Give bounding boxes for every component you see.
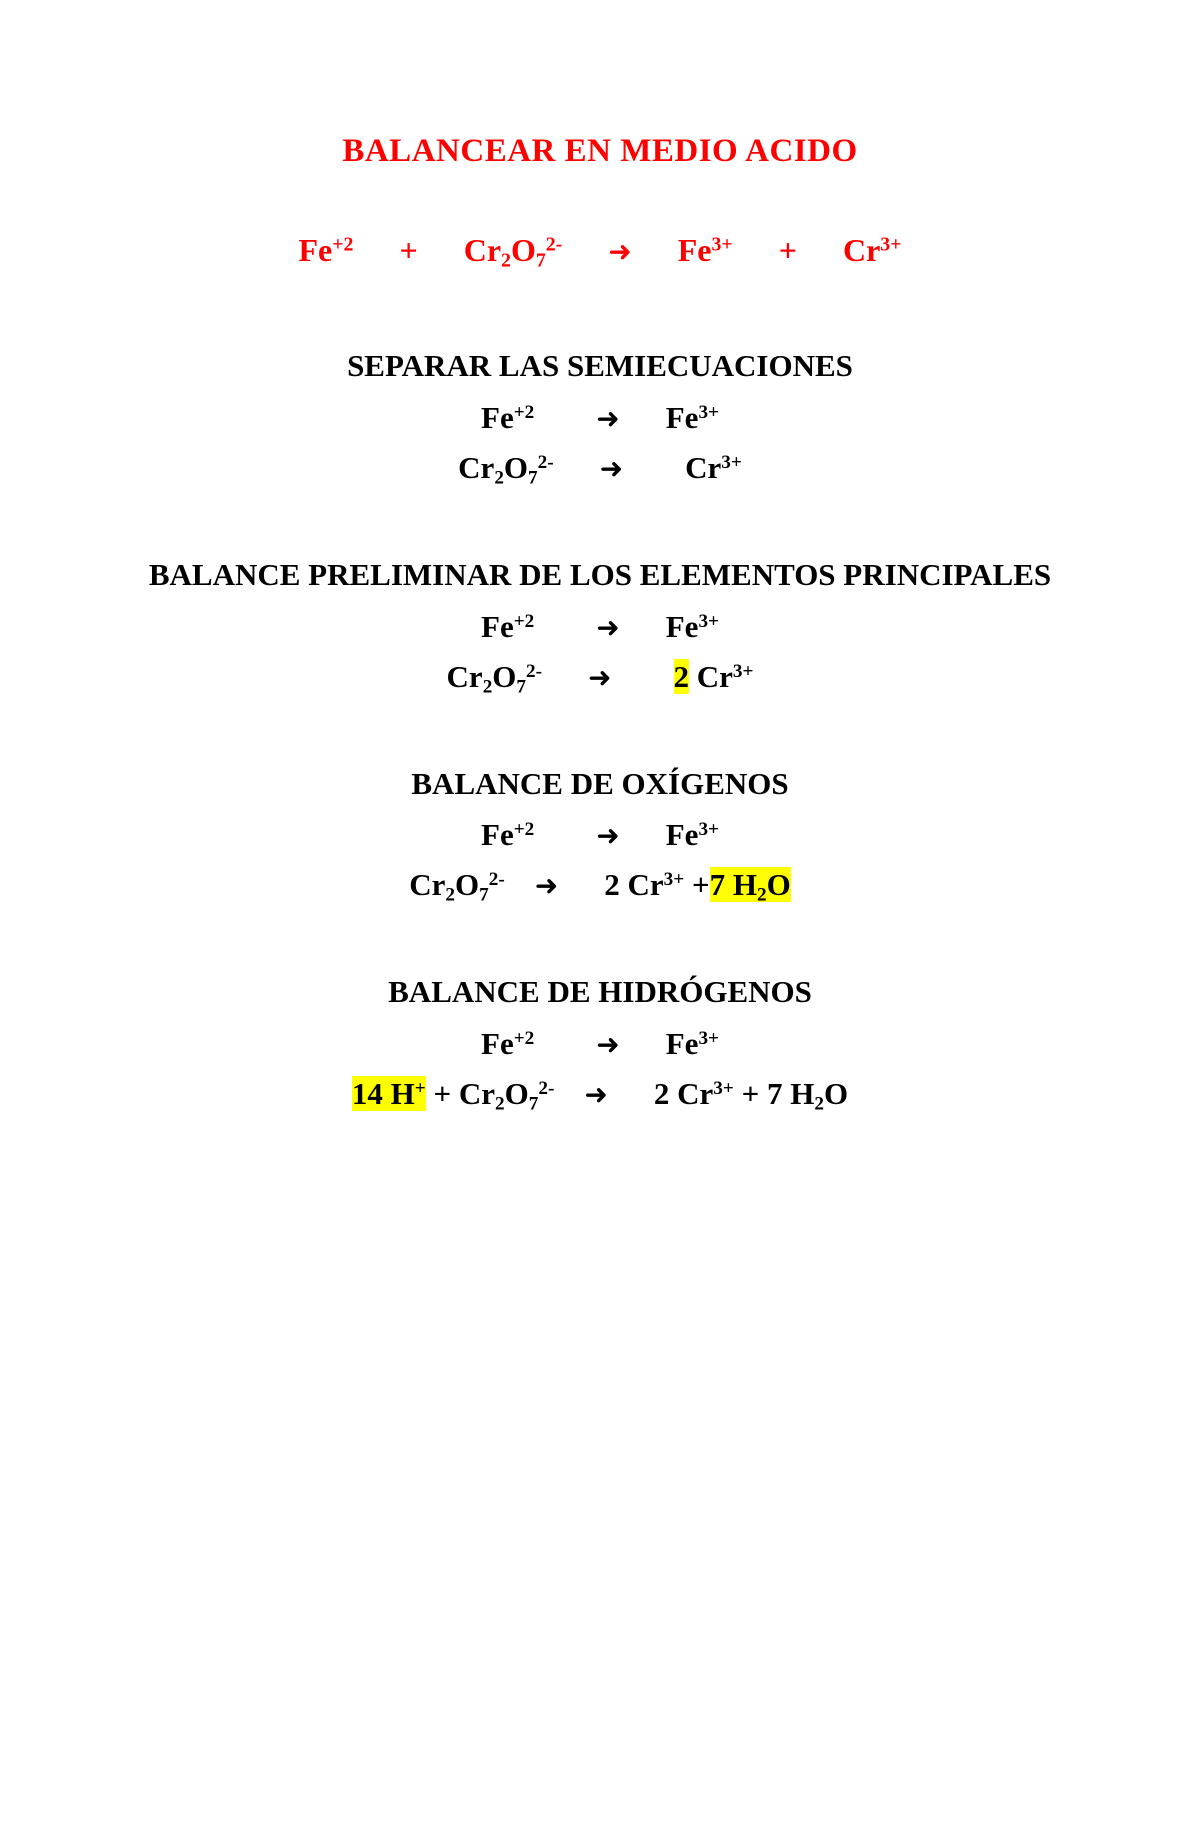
highlight-proton-term: 14 H+ xyxy=(351,1076,426,1111)
plus-sign-2: + xyxy=(741,1076,760,1111)
cr-product: $Cr^{3+}$ xyxy=(677,1076,734,1111)
spacer xyxy=(0,170,1200,232)
cr-coefficient: 2 xyxy=(604,867,620,903)
fe-reactant: $Fe^{+2}$ xyxy=(481,399,535,435)
dichromate-reactant: $Cr_2O_7^{2-}$ xyxy=(409,867,505,906)
cr-product: $Cr^{3+}$ xyxy=(696,658,754,694)
highlight-water-term: 7 $H_2O$ xyxy=(709,867,791,906)
section-1-line-1 xyxy=(0,400,1200,436)
arrow-icon: ➜ xyxy=(596,610,620,644)
spacer xyxy=(0,269,1200,347)
fe-product: $Fe^{3+}$ xyxy=(665,399,719,435)
fe-reactant: $Fe^{+2}$ xyxy=(481,608,535,644)
global-reactant-1: $Fe^{+2}$ xyxy=(298,232,354,268)
fe-product: $Fe^{3+}$ xyxy=(665,1026,719,1061)
plus-sign-1: + xyxy=(433,1076,452,1111)
section-heading-balance-oxigenos: BALANCE DE OXÍGENOS xyxy=(411,765,789,801)
global-product-2: $Cr^{3+}$ xyxy=(842,232,902,268)
section-3-line-1 xyxy=(0,817,1200,853)
fe-reactant: $Fe^{+2}$ xyxy=(481,817,535,853)
cr-product: $Cr^{3+}$ xyxy=(627,867,685,903)
arrow-icon: ➜ xyxy=(596,819,620,853)
section-heading-balance-preliminar: BALANCE PRELIMINAR DE LOS ELEMENTOS PRINCIPALES xyxy=(148,556,1052,592)
spacer xyxy=(0,903,1200,973)
dichromate-reactant: $Cr_2O_7^{2-}$ xyxy=(458,449,554,489)
section-heading-separar: SEPARAR LAS SEMIECUACIONES xyxy=(347,348,853,383)
fe-product: $Fe^{3+}$ xyxy=(665,817,719,853)
global-product-1: $Fe^{3+}$ xyxy=(677,232,733,268)
arrow-icon: ➜ xyxy=(599,451,624,485)
highlight-coefficient-2: 2 xyxy=(673,658,689,694)
arrow-icon: ➜ xyxy=(608,235,632,268)
spacer xyxy=(0,695,1200,765)
section-heading-balance-hidrogenos: BALANCE DE HIDRÓGENOS xyxy=(388,974,812,1010)
global-equation xyxy=(0,232,1200,272)
arrow-icon: ➜ xyxy=(588,660,612,694)
section-4-line-2 xyxy=(0,1076,1200,1115)
fe-product: $Fe^{3+}$ xyxy=(665,608,719,644)
fe-reactant: $Fe^{+2}$ xyxy=(481,1026,535,1061)
section-2-line-1 xyxy=(0,609,1200,645)
dichromate-reactant: $Cr_2O_7^{2-}$ xyxy=(446,658,543,697)
arrow-icon: ➜ xyxy=(534,869,559,903)
arrow-icon: ➜ xyxy=(596,401,620,435)
global-reactant-2: $Cr_2O_7^{2-}$ xyxy=(463,232,563,272)
water-term: 7 $H_2O$ xyxy=(766,1076,849,1115)
cr-coefficient: 2 xyxy=(653,1076,670,1111)
page-title-text: BALANCEAR EN MEDIO ACIDO xyxy=(342,133,858,169)
section-1-line-2 xyxy=(0,449,1200,489)
global-plus-2: + xyxy=(778,232,797,268)
global-plus-1: + xyxy=(399,232,418,268)
spacer xyxy=(0,486,1200,556)
dichromate-reactant: $Cr_2O_7^{2-}$ xyxy=(458,1076,555,1115)
plus-sign: + xyxy=(691,867,710,903)
section-2-line-2 xyxy=(0,659,1200,695)
section-4-line-1 xyxy=(0,1026,1200,1062)
cr-product: $Cr^{3+}$ xyxy=(685,449,742,485)
arrow-icon: ➜ xyxy=(596,1028,620,1061)
arrow-icon: ➜ xyxy=(584,1078,608,1111)
document-page xyxy=(0,133,1200,1829)
section-3-line-2 xyxy=(0,867,1200,906)
page-title xyxy=(0,133,1200,170)
